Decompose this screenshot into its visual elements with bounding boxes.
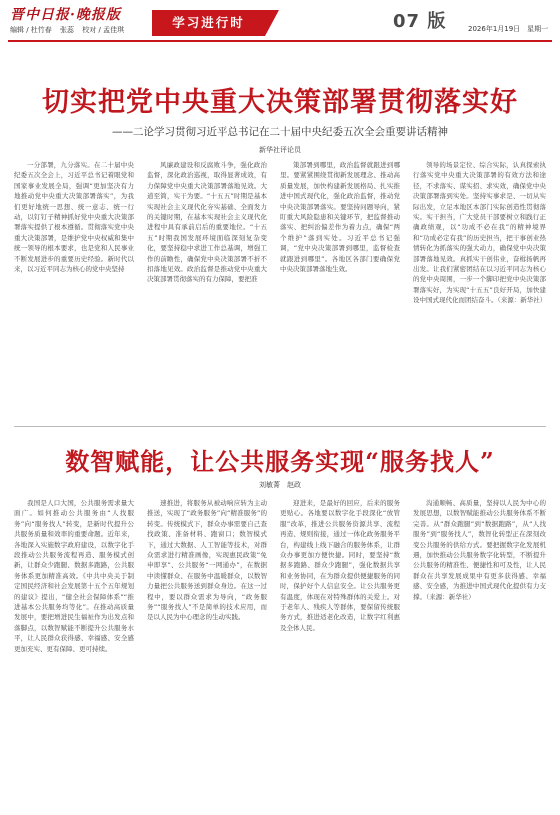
section-tab: 学习进行时: [152, 10, 265, 36]
article-1-headline: 切实把党中央重大决策部署贯彻落实好: [42, 87, 518, 118]
article-1-byline: 新华社评论员: [259, 146, 301, 154]
editor-credit: 编辑 / 杜竹春: [10, 26, 52, 34]
article-2-column: 迎进来，是最好的回应，后来的服务更贴心。各地要以数字化手段深化“放管服”改革，推进公共服务资源共享、流程再造、规则衔接，通过一体化政务服务平台，构建线上线下融合的服务体系，让群众办事更加方便快捷。同时，要坚持“数据多跑路、群众少跑腿”，强化数据共享和业务协同，在为群众提供便捷服务的同时，保护好个人信息安全。让公共服务更有温度，体现在对特殊群体的关爱上。对于老年人、残疾人等群体，要保留传统服务方式，推进适老化改造，让数字红利惠及全体人民。: [280, 499, 400, 632]
newspaper-logo: 晋中日报·晚报版: [10, 7, 121, 23]
article-2-column: 速推进，将服务从被动响应转为主动推送，实现了“政务服务”向“精准服务”的转变。传统模式下，群众办事需要自己查找政策、准备材料、跑窗口；数智模式下，通过大数据、人工智能等技术，对群众需求进行精准画像，实现惠民政策“免申即享”、公共服务“一网通办”，在数据中读懂群众、在服务中温暖群众，以数智力量把公共服务送到群众身边。在这一过程中，要以群众需求为导向，“政务服务”“服务找人”不是简单的技术应用，而是以人民为中心理念的生动实践。: [147, 499, 267, 622]
editor-credits: [10, 25, 130, 35]
article-2-byline: 刘敏菁 赵政: [259, 481, 301, 489]
editor-credit: 校对 / 孟佳琪: [82, 26, 125, 34]
editor-credit: 张蕊: [60, 26, 75, 34]
article-1-subtitle: ——二论学习贯彻习近平总书记在二十届中央纪委五次全会重要讲话精神: [112, 126, 448, 138]
article-1-column: 策部署到哪里，政治监督就跟进到哪里。要紧紧围绕贯彻新发展理念、推动高质量发展，加快构建新发展格局、扎实推进中国式现代化，强化政治监督，推动党中央决策部署落实。要坚持问题导向，紧盯重大风险隐患和关键环节，把监督推动落实、把纠治偏差作为着力点，确保“两个维护”落到实处。习近平总书记强调，“党中央决策部署到哪里，监督检查就跟进到哪里”。各地区各部门要确保党中央决策部署落地生效。: [280, 161, 400, 274]
page-number: 07 版: [393, 11, 447, 32]
header-rule: [8, 40, 552, 42]
article-1-column: 领导的场景定位、综合实际，认真探索执行落实党中央重大决策部署的有效方法和途径，不求落实、谋实招、求实效，确保党中央决策部署落到实处。坚持实事求是、一切从实际出发，立足本地区本部门实际创造性贯彻落实。实干担当，广大党员干部要树立和践行正确政绩观，以“功成不必在我”的精神境界和“功成必定有我”的历史担当，把干事创业热情转化为抓落实的强大动力，确保党中央决策部署落地见效。真抓实干创伟业，奋楫扬帆再出发。让我们紧密团结在以习近平同志为核心的党中央周围，一步一个脚印把党中央决策部署落实好，为实现“十五五”良好开局，加快建设中国式现代化而团结奋斗。（来源：新华社）: [413, 161, 546, 305]
article-1-column: 一分部署，九分落实。在二十届中央纪委五次全会上，习近平总书记着眼党和国家事业发展全局，强调“更加坚决有力地推动党中央重大决策部署落实”，为我们更好地统一思想、统一意志、统一行动，以钉钉子精神抓好党中央重大决策部署落实提供了根本遵循。贯彻落实党中央重大决策部署，是维护党中央权威和集中统一领导的根本要求，也是党和人民事业不断发展进步的重要历史经验。新时代以来，以习近平同志为核心的党中央坚持: [14, 161, 134, 274]
article-divider: [14, 426, 546, 427]
article-2-column: 沟通顺畅、高质量，坚持以人民为中心的发展思想，以数智赋能推动公共服务体系不断完善。从“群众跑腿”到“数据跑路”，从“人找服务”到“服务找人”，数智化转型正在深刻改变公共服务的供给方式。要把握数字化发展机遇，加快推动公共服务数字化转型，不断提升公共服务的精准性、便捷性和可及性，让人民群众在共享发展成果中有更多获得感、幸福感、安全感，为推进中国式现代化提供有力支撑。（来源：新华社）: [413, 499, 546, 601]
issue-date: 2026年1月19日 星期一: [468, 25, 549, 33]
article-1-column: 风廉政建设和反腐败斗争，强化政治监督，深化政治巡视，取得显著成效，有力保障党中央重大决策部署落地见效。大道至简，实干为要。“十五五”时期是基本实现社会主义现代化夯实基础、全面发力的关键时期，在基本实现社会主义现代化进程中具有承前启后的重要地位。“十五五”时期我国发展环境面临深刻复杂变化，要坚持稳中求进工作总基调，增强工作的前瞻性，确保党中央决策部署不折不扣落地见效。政治监督是推动党中央重大决策部署贯彻落实的有力保障，要把准: [147, 161, 267, 284]
article-2-column: 我国是人口大国，公共服务需求量大面广。如何推动公共服务由“人找服务”向“服务找人”转变，是新时代提升公共服务质量和效率的重要命题。近年来，各地深入实施数字政府建设，以数字化手段推动公共服务流程再造、服务模式创新，让群众少跑腿、数据多跑路，公共服务体系更加精准高效。《中共中央关于制定国民经济和社会发展第十五个五年规划的建议》提出，“健全社会保障体系”“推进基本公共服务均等化”。在推动高质量发展中，要把增进民生福祉作为出发点和落脚点，以数智赋能不断提升公共服务水平，让人民群众获得感、幸福感、安全感更加充实、更有保障、更可持续。: [14, 499, 134, 653]
article-2-headline: 数智赋能，让公共服务实现“服务找人”: [65, 447, 495, 476]
